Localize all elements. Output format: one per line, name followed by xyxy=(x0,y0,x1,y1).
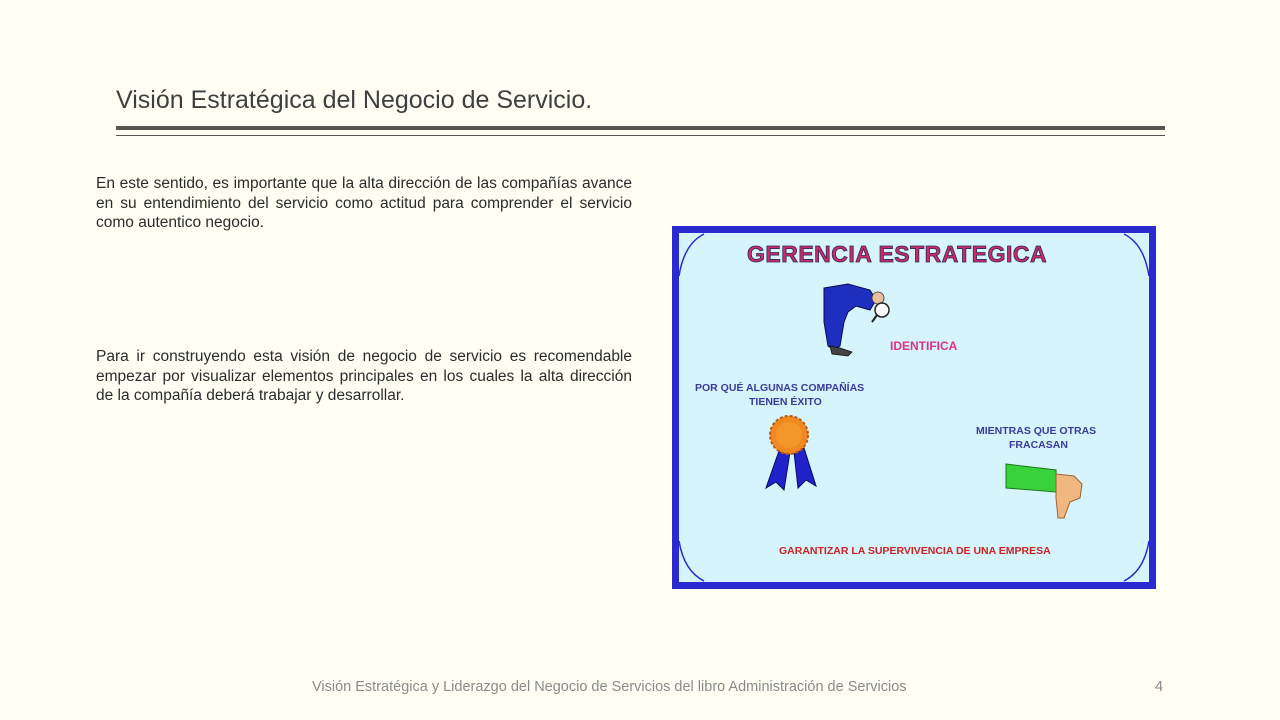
figure-heading: GERENCIA ESTRATEGICA xyxy=(747,241,1048,267)
fracasan-caption-line-1: MIENTRAS QUE OTRAS xyxy=(976,425,1097,437)
title-divider-thin xyxy=(116,135,1165,136)
gerencia-estrategica-figure xyxy=(672,226,1156,589)
identifica-label: IDENTIFICA xyxy=(890,339,958,353)
slide-title: Visión Estratégica del Negocio de Servicio. xyxy=(116,86,593,114)
body-paragraph-2: Para ir construyendo esta visión de negocio de servicio es recomendable empezar por visualizar elementos principales en los cuales la alta dirección de la compañía deberá trabajar y desarrollar. xyxy=(96,348,632,404)
footer-text: Visión Estratégica y Liderazgo del Negocio de Servicios del libro Administración de Servicios xyxy=(312,679,907,695)
exito-caption-line-2: TIENEN ÉXITO xyxy=(749,396,822,408)
exito-caption-line-1: POR QUÉ ALGUNAS COMPAÑÍAS xyxy=(695,382,865,394)
fracasan-caption-line-2: FRACASAN xyxy=(1009,439,1068,451)
page-number: 4 xyxy=(1155,679,1164,695)
title-divider-thick xyxy=(116,126,1165,130)
body-paragraph-1: En este sentido, es importante que la alta dirección de las compañías avance en su entendimiento del servicio como actitud para comprender el servicio como autentico negocio. xyxy=(96,175,632,231)
garantizar-caption: GARANTIZAR LA SUPERVIVENCIA DE UNA EMPRESA xyxy=(779,545,1051,557)
